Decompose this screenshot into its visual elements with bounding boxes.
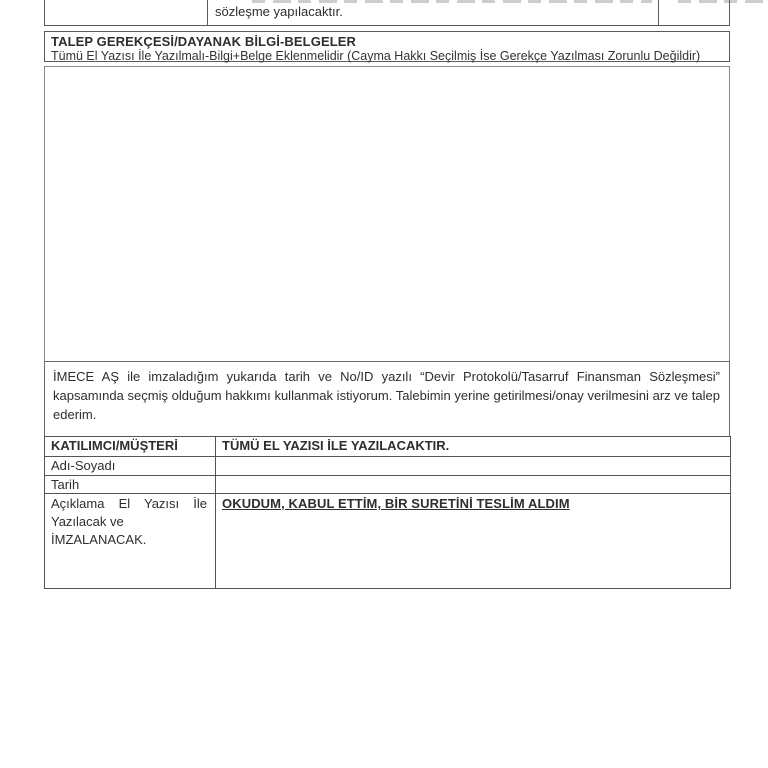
- statement-text: OKUDUM, KABUL ETTİM, BİR SURETİNİ TESLİM ALDIM: [222, 496, 570, 511]
- declaration-text: İMECE AŞ ile imzaladığım yukarıda tarih ve No/ID yazılı “Devir Protokolü/Tasarruf Finansman Sözleşmesi” kapsamında seçmiş olduğum hakkımı kullanmak istiyorum. Talebimin yerine getirilmesi/onay verilmesini arz ve talep ederim.: [53, 369, 720, 422]
- top-row-left-cell: [44, 0, 207, 25]
- name-surname-input-cell[interactable]: [216, 457, 731, 476]
- reason-writing-area[interactable]: [44, 66, 730, 362]
- table-row: [45, 457, 731, 476]
- top-row-contract-note-cell: [207, 0, 658, 25]
- statement-instruction-cell: [45, 494, 216, 589]
- cropped-top-row: [44, 0, 730, 26]
- cropped-text-remnant: [252, 0, 652, 3]
- signature-table: [44, 436, 731, 589]
- declaration-box: [44, 361, 730, 437]
- statement-instruction-line: İMZALANACAK.: [51, 532, 147, 547]
- participant-header-cell: KATILIMCI/MÜŞTERİ: [45, 437, 216, 457]
- contract-note-text: sözleşme yapılacaktır.: [215, 4, 343, 19]
- date-input-cell[interactable]: [216, 476, 731, 494]
- table-row: [45, 476, 731, 494]
- statement-signature-cell[interactable]: [216, 494, 731, 589]
- handwritten-note-header-cell: TÜMÜ EL YAZISI İLE YAZILACAKTIR.: [216, 437, 731, 457]
- statement-row: [45, 494, 731, 589]
- request-reason-header-box: [44, 31, 730, 62]
- section-instructions: Tümü El Yazısı İle Yazılmalı-Bilgi+Belge Eklenmelidir (Cayma Hakkı Seçilmiş İse Gerekçe Yazılması Zorunlu Değildir): [51, 49, 701, 63]
- statement-instruction-line: Açıklama El Yazısı İle: [51, 496, 207, 511]
- statement-instruction-line: Yazılacak ve: [51, 514, 124, 529]
- date-label: Tarih: [45, 476, 216, 494]
- top-row-right-cell: [658, 0, 730, 25]
- section-title: TALEP GEREKÇESİ/DAYANAK BİLGİ-BELGELER: [51, 34, 357, 49]
- table-header-row: [45, 437, 731, 457]
- name-surname-label: Adı-Soyadı: [45, 457, 216, 476]
